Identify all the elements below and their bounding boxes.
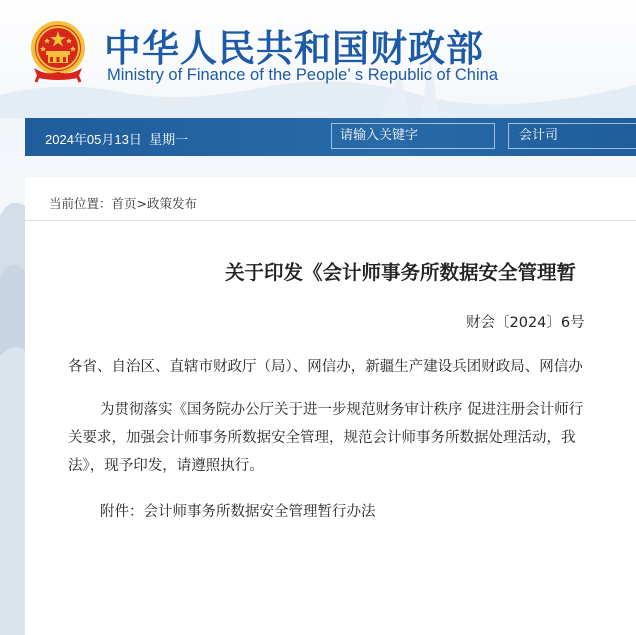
breadcrumb-section-link[interactable]: 政策发布: [147, 196, 198, 211]
document-number: 财会〔2024〕6号: [466, 315, 585, 331]
body-line-2: 关要求，加强会计师事务所数据安全管理，规范会计师事务所数据处理活动，我: [68, 430, 576, 446]
site-title-english[interactable]: Ministry of Finance of the People’ s Republic of China: [107, 66, 499, 84]
national-emblem-icon[interactable]: [26, 18, 90, 84]
current-date: [45, 129, 188, 148]
department-select[interactable]: 会计司: [508, 123, 636, 149]
date-text: 2024年05月13日: [45, 132, 142, 147]
breadcrumb-prefix: 当前位置：: [49, 196, 112, 211]
body-line-1: 为贯彻落实《国务院办公厅关于进一步规范财务审计秩序 促进注册会计师行: [100, 402, 584, 418]
breadcrumb-home-link[interactable]: 首页: [111, 196, 137, 211]
content-panel: [25, 177, 636, 635]
breadcrumb-separator: >: [136, 196, 148, 211]
search-input[interactable]: 请输入关键字: [331, 123, 495, 149]
body-line-3: 法》，现予印发，请遵照执行。: [68, 458, 264, 474]
site-header: [0, 0, 636, 118]
top-nav-bar: [25, 118, 636, 156]
article-title: 关于印发《会计师事务所数据安全管理暂: [225, 261, 577, 284]
recipients-paragraph: 各省、自治区、直辖市财政厅（局）、网信办，新疆生产建设兵团财政局、网信办: [68, 359, 583, 375]
weekday-text: 星期一: [149, 132, 189, 147]
breadcrumb-divider: [25, 220, 636, 221]
site-title-chinese[interactable]: 中华人民共和国财政部: [104, 27, 484, 70]
breadcrumb: [49, 194, 197, 212]
attachment-line[interactable]: 附件：会计师事务所数据安全管理暂行办法: [100, 504, 376, 520]
